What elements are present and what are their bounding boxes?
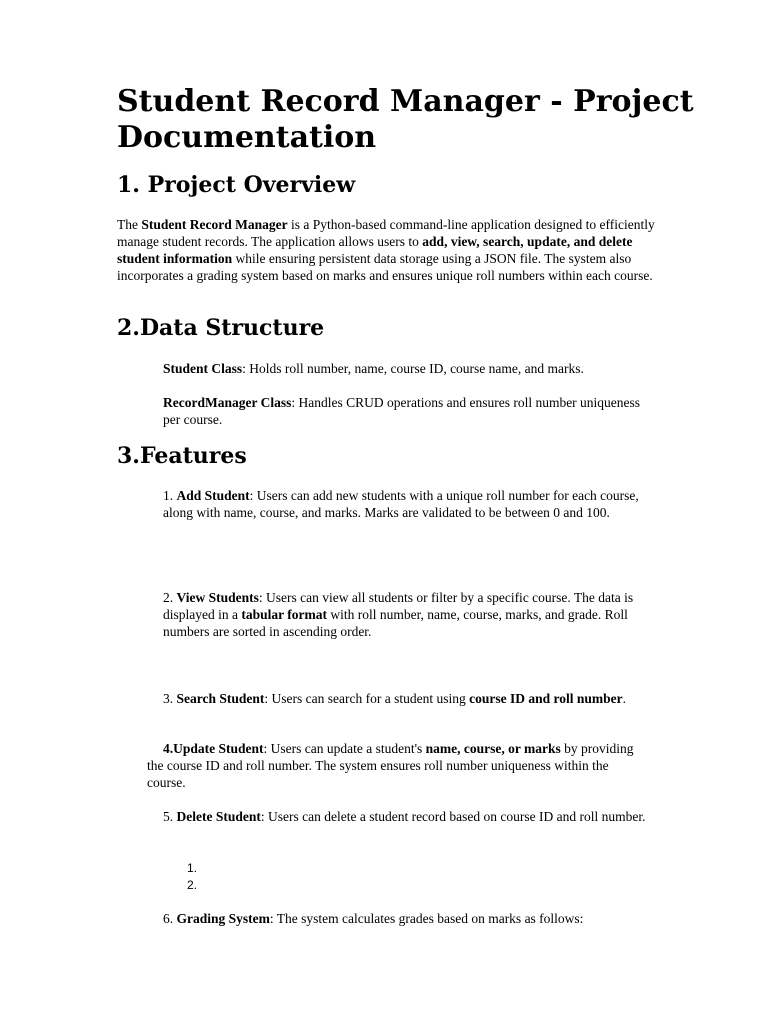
feature-grading-system: 6. Grading System: The system calculates grades based on marks as follows: [163, 911, 584, 926]
empty-list-item: 2. [187, 878, 198, 892]
recordmanager-class-description: RecordManager Class: Handles CRUD operations and ensures roll number uniqueness per course. [163, 395, 641, 427]
feature-view-students: 2. View Students: Users can view all students or filter by a specific course. The data is displayed in a tabular format with roll number, name, course, marks, and grade. Roll numbers are sorted in ascending order. [163, 590, 634, 639]
feature-delete-student: 5. Delete Student: Users can delete a student record based on course ID and roll number. [163, 809, 646, 824]
feature-search-student: 3. Search Student: Users can search for a student using course ID and roll number. [163, 691, 626, 706]
empty-list-item: 1. [187, 861, 198, 875]
section-heading-data-structure: 2.Data Structure [117, 315, 325, 341]
page-title: Student Record Manager - Project Documentation [117, 84, 694, 155]
student-class-description: Student Class: Holds roll number, name, course ID, course name, and marks. [163, 361, 584, 376]
overview-paragraph: The Student Record Manager is a Python-based command-line application designed to efficiently manage student records. The application allows users to add, view, search, update, and delete student information while ensuring persistent data storage using a JSON file. The system also incorporates a grading system based on marks and ensures unique roll numbers within each course. [117, 217, 655, 283]
section-heading-features: 3.Features [117, 443, 247, 469]
feature-update-student: 4.Update Student: Users can update a student's name, course, or marks by providing the course ID and roll number. The system ensures roll number uniqueness within the course. [147, 741, 634, 790]
section-heading-overview: 1. Project Overview [117, 172, 356, 198]
feature-add-student: 1. Add Student: Users can add new students with a unique roll number for each course, along with name, course, and marks. Marks are validated to be between 0 and 100. [163, 488, 639, 520]
